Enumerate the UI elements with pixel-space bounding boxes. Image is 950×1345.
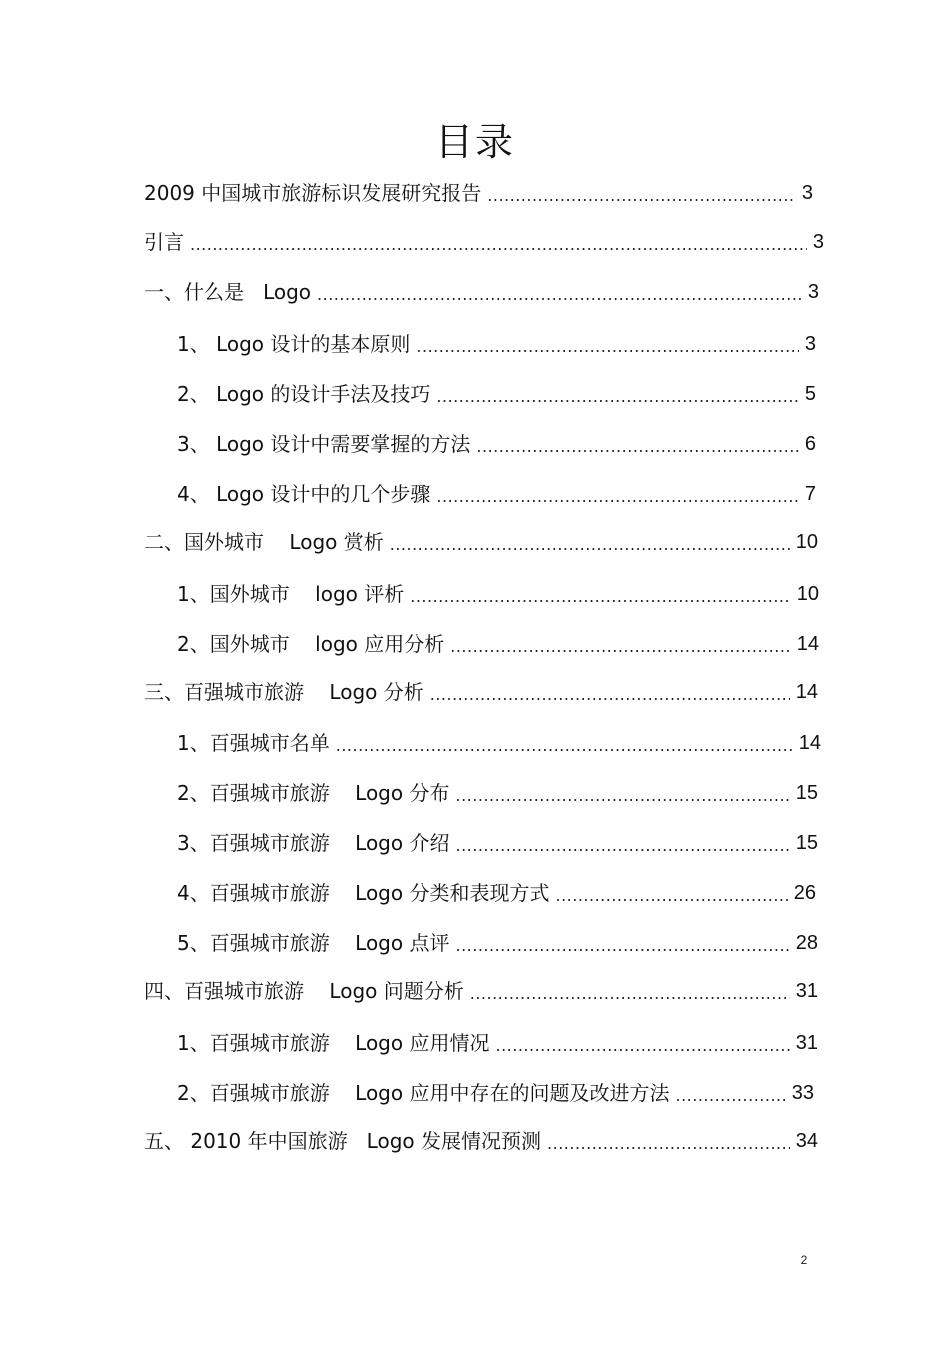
toc-entry-leader: [436, 485, 798, 509]
toc-entry[interactable]: [177, 778, 818, 808]
toc-entry-page: 14: [796, 633, 819, 655]
toc-entry-title: 5、百强城市旅游 Logo 点评: [177, 931, 450, 955]
toc-entry-leader: [410, 585, 791, 609]
toc-entry[interactable]: [177, 928, 818, 958]
toc-entry-page: 7: [804, 483, 816, 505]
toc-entry-title: 4、 Logo 设计中的几个步骤: [177, 482, 431, 506]
toc-entry-leader: [547, 1132, 790, 1156]
toc-entry-page: 3: [804, 333, 816, 355]
toc-entry-title: 引言: [144, 230, 184, 254]
toc-entry-title: 3、百强城市旅游 Logo 介绍: [177, 831, 450, 855]
toc-entry[interactable]: [144, 976, 818, 1006]
toc-entry-title: 2、国外城市 logo 应用分析: [177, 632, 445, 656]
toc-entry-page: 5: [804, 383, 816, 405]
toc-entry-title: 2009 中国城市旅游标识发展研究报告: [144, 181, 482, 205]
toc-entry[interactable]: [144, 1126, 818, 1156]
toc-entry[interactable]: [177, 878, 816, 908]
toc-entry-leader: [495, 1034, 789, 1058]
toc-entry[interactable]: [177, 629, 819, 659]
toc-entry[interactable]: [144, 677, 818, 707]
toc-entry-leader: [390, 533, 790, 557]
toc-entry[interactable]: [144, 277, 819, 307]
toc-entry-leader: [487, 184, 796, 208]
toc-entry-page: 15: [795, 782, 818, 804]
toc-entry-leader: [317, 283, 802, 307]
toc-entry-title: 二、国外城市 Logo 赏析: [144, 530, 384, 554]
toc-entry-page: 14: [798, 732, 821, 754]
toc-entry-title: 五、 2010 年中国旅游 Logo 发展情况预测: [144, 1129, 542, 1153]
toc-entry-page: 34: [795, 1130, 818, 1152]
toc-entry-leader: [190, 233, 807, 257]
toc-entry[interactable]: [144, 178, 813, 208]
toc-entry-title: 4、百强城市旅游 Logo 分类和表现方式: [177, 881, 550, 905]
toc-entry[interactable]: [177, 479, 816, 509]
toc-entry[interactable]: [177, 1078, 814, 1108]
toc-entry[interactable]: [177, 429, 816, 459]
toc-entry-title: 四、百强城市旅游 Logo 问题分析: [144, 979, 464, 1003]
toc-entry-page: 3: [812, 231, 824, 253]
toc-entry[interactable]: [144, 527, 818, 557]
toc-entry-title: 一、什么是 Logo: [144, 280, 312, 304]
toc-entry-page: 10: [796, 583, 819, 605]
toc-entry-leader: [336, 734, 793, 758]
toc-entry[interactable]: [177, 379, 816, 409]
toc-entry-page: 33: [791, 1082, 814, 1104]
toc-entry-page: 14: [795, 681, 818, 703]
toc-entry[interactable]: [177, 828, 818, 858]
toc-entry-page: 31: [795, 980, 818, 1002]
toc-entry[interactable]: [177, 579, 819, 609]
toc-entry-page: 10: [795, 531, 818, 553]
toc-entry[interactable]: [177, 329, 816, 359]
toc-entry-title: 1、 Logo 设计的基本原则: [177, 332, 411, 356]
toc-entry-page: 3: [801, 182, 813, 204]
toc-entry-leader: [450, 635, 791, 659]
toc-entry-page: 26: [793, 882, 816, 904]
toc-entry-leader: [476, 435, 798, 459]
toc-entry-leader: [470, 982, 790, 1006]
toc-entry-title: 2、百强城市旅游 Logo 分布: [177, 781, 450, 805]
toc-entry-leader: [555, 884, 787, 908]
page-number: 2: [800, 1253, 808, 1267]
toc-entry-title: 2、百强城市旅游 Logo 应用中存在的问题及改进方法: [177, 1081, 670, 1105]
toc-entry-title: 1、百强城市名单: [177, 731, 330, 755]
toc-entry-title: 2、 Logo 的设计手法及技巧: [177, 382, 431, 406]
toc-entry[interactable]: [144, 227, 824, 257]
toc-entry-page: 3: [807, 281, 819, 303]
toc-entry-leader: [455, 834, 789, 858]
toc-entry-page: 31: [795, 1032, 818, 1054]
toc-entry-leader: [675, 1084, 785, 1108]
toc-entry[interactable]: [177, 728, 821, 758]
page-title: 目录: [434, 120, 515, 164]
toc-entry-title: 1、国外城市 logo 评析: [177, 582, 405, 606]
toc-entry-page: 6: [804, 433, 816, 455]
toc-entry-leader: [436, 385, 798, 409]
toc-entry[interactable]: [177, 1028, 818, 1058]
toc-entry-leader: [430, 683, 790, 707]
toc-entry-title: 1、百强城市旅游 Logo 应用情况: [177, 1031, 490, 1055]
toc-entry-title: 三、百强城市旅游 Logo 分析: [144, 680, 424, 704]
toc-entry-leader: [455, 784, 789, 808]
toc-entry-leader: [455, 934, 789, 958]
toc-entry-page: 15: [795, 832, 818, 854]
toc-entry-title: 3、 Logo 设计中需要掌握的方法: [177, 432, 471, 456]
toc-entry-leader: [416, 335, 798, 359]
toc-entry-page: 28: [795, 932, 818, 954]
